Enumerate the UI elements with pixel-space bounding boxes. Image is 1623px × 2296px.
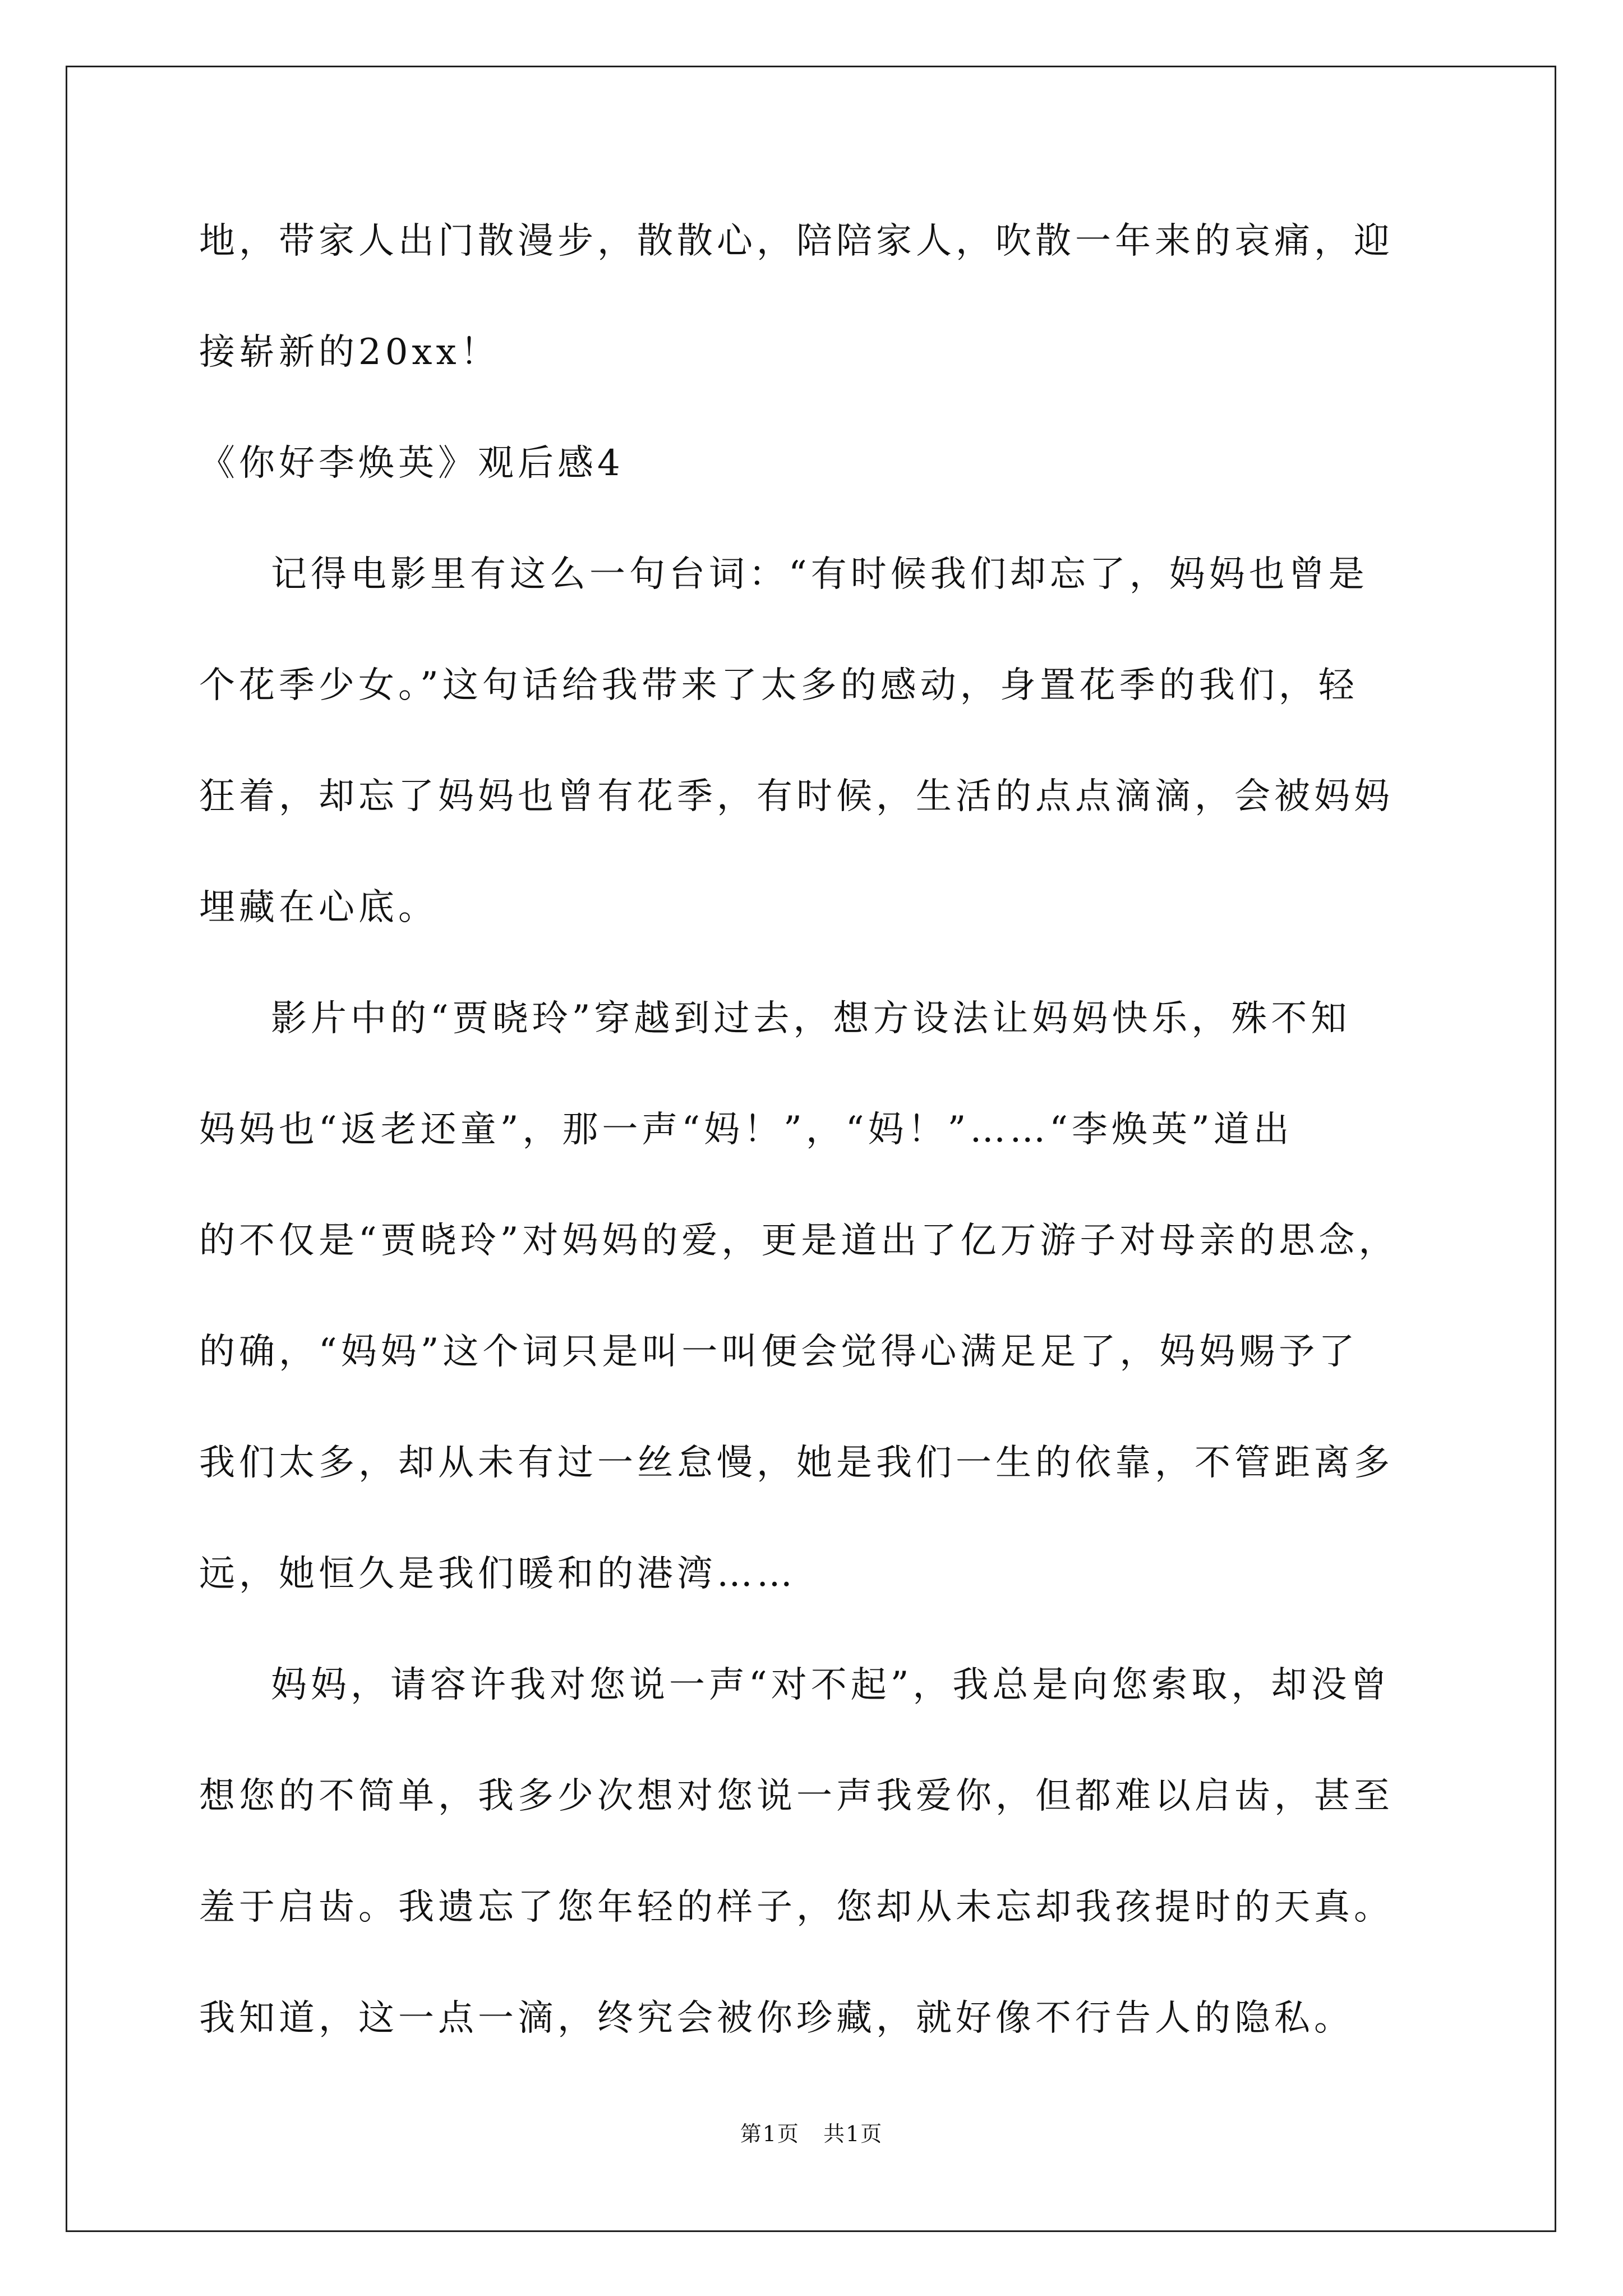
paragraph-1-line-1: 记得电影里有这么一句台词：“有时候我们却忘了，妈妈也曾是 xyxy=(271,554,1368,595)
paragraph-3-line-2: 想您的不简单，我多少次想对您说一声我爱你，但都难以启齿，甚至 xyxy=(199,1775,1394,1817)
paragraph-2-line-5: 我们太多，却从未有过一丝怠慢，她是我们一生的依靠，不管距离多 xyxy=(199,1442,1394,1484)
paragraph-3-line-1: 妈妈，请容许我对您说一声“对不起”，我总是向您索取，却没曾 xyxy=(271,1664,1391,1706)
text-line-2: 接崭新的20xx！ xyxy=(199,332,500,373)
text-line-1: 地，带家人出门散漫步，散散心，陪陪家人，吹散一年来的哀痛，迎 xyxy=(199,220,1394,262)
paragraph-2-line-1: 影片中的“贾晓玲”穿越到过去，想方设法让妈妈快乐，殊不知 xyxy=(271,998,1351,1039)
paragraph-2-line-3: 的不仅是“贾晓玲”对妈妈的爱，更是道出了亿万游子对母亲的思念， xyxy=(199,1220,1399,1262)
paragraph-2-line-6: 远，她恒久是我们暖和的港湾…… xyxy=(199,1553,796,1595)
paragraph-3-line-3: 羞于启齿。我遗忘了您年轻的样子，您却从未忘却我孩提时的天真。 xyxy=(199,1887,1394,1928)
paragraph-1-line-3: 狂着，却忘了妈妈也曾有花季，有时候，生活的点点滴滴，会被妈妈 xyxy=(199,776,1394,817)
paragraph-1-line-2: 个花季少女。”这句话给我带来了太多的感动，身置花季的我们，轻 xyxy=(199,665,1358,706)
paragraph-2-line-4: 的确，“妈妈”这个词只是叫一叫便会觉得心满足足了，妈妈赐予了 xyxy=(199,1331,1359,1373)
paragraph-1-line-4: 埋藏在心底。 xyxy=(199,887,438,928)
paragraph-3-line-4: 我知道，这一点一滴，终究会被你珍藏，就好像不行告人的隐私。 xyxy=(199,1998,1354,2039)
page-footer: 第1页 共1页 xyxy=(740,2122,883,2146)
section-title: 《你好李焕英》观后感4 xyxy=(199,443,624,484)
paragraph-2-line-2: 妈妈也“返老还童”，那一声“妈！”，“妈！”……“李焕英”道出 xyxy=(199,1109,1293,1151)
document-body xyxy=(199,213,1433,2101)
